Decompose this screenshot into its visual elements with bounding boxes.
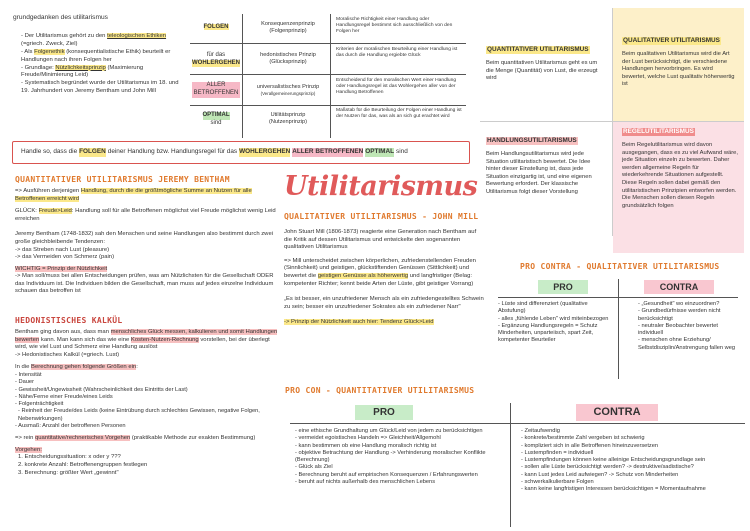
bentham-p5: -> Man soll/muss bei allen Entscheidungen prüfen, was am Nützlichsten für die Gesellschaft ODER das Individuum ist. Die Individuen bilden die Gesellschaft, man muss auf jedes einzelne Individuum schauen das betroffen ist [15,273,274,295]
kalkuel-p1b: -> Hedonistisches Kalkül (=griech. Lust) [15,351,120,358]
qual-procon-heading: PRO CONTRA - QUALITATIVER UTILITARISMUS [520,262,720,271]
list-item: - Lustempfinden = individuell [521,449,594,456]
principle-desc: Kriterien der moralischen Beurteilung einer Handlung ist das durch die Handlung ergiebte Glück [336,47,458,59]
list-item: - Nähe/Ferne einer Freude/eines Leids [15,393,113,400]
principle-desc: Maßstab für die Beurteilung der Folgen einer Handlung ist der Nutzen für das, was als an sich gut erachtet wird [336,108,462,120]
list-item: - Zeitaufwendig [521,428,560,434]
list-item: - kann Lust jedes Leid aufwiegen? -> Schutz von Minderheiten [521,471,679,478]
mill-p1: John Stuart Mill (1806-1873) reagierte eine Generation nach Bentham auf die Kritik auf dessen Utilitarismus und entwickelte den sogenannten qualitativen Utilitarismus [284,229,477,251]
list-item: - menschen ohne Erziehung/ Selbstdisziplin/Anstrengung fallen weg [638,337,736,351]
bentham-p4: WICHTIG = Prinzip der Nützlichkeit [15,265,108,272]
list-item: - neutraler Beobachter bewertet individuell [638,322,718,337]
bentham-heading: QUANTITATIVER UTILITARISMUS JEREMY BENTHAM [15,175,230,184]
list-item: - Systematisch begründet wurde der Utilitarismus im 18. und 19. Jahrhundert von Jeremy Bentham und John Mill [21,80,179,94]
list-item: 1. Entscheidungssituation: x oder y ??? [18,454,121,461]
bentham-p3b: -> das Vermeiden von Schmerz (pain) [15,254,115,261]
list-item: - beruht auf nichts außerhalb des menschlichen Lebens [295,479,436,486]
quadrant-qualitative: QUALITATIVER UTILITARISMUS Beim qualitativen Utilitarismus wird die Art der Lust berücksichtigt, die verschiedene Handlungen hervorbringen. Es wird bewertet, welche Lust qualitativ höherwertig ist [622,37,735,88]
list-item: - sollen alle Lüste berücksichtigt werden? -> destruktive/sadistische? [521,464,694,471]
list-item: - alles „fühlende Leben" wird miteinbezogen [498,315,609,322]
qual-contra-list [638,301,740,352]
list-item: - Grundbedürfnisse werden nicht berücksichtigt [638,308,721,322]
principle-name: hedonistisches Prinzip (Glücksprinzip) [260,52,316,65]
qual-pro-list [498,301,616,345]
list-item: - Grundlage: Nützlichkeitsprinzip (Maximierung Freude/Minimierung Leid) [21,64,144,79]
list-item: - Folgenträchtigkeit [15,401,64,408]
kalkuel-p2: In die Berechnung gehen folgende Größen ein: [15,364,138,371]
kalkuel-steps [15,454,280,477]
list-item: - Als Folgenethik (konsequentialistische Ethik) beurteilt er Handlungen nach ihren Folgen her [21,49,171,63]
list-item: - schwerkalkulierbare Folgen [521,479,594,486]
list-item: - Ausmaß: Anzahl der betroffenen Personen [15,423,126,430]
mill-p2: => Mill unterscheidet zwischen körperlichen, zufriedenstellenden Freuden (Sinnlichkeit) und geistigen, glückstiftenden Genüssen (Sittlichkeit) und bewertet die geistigen Genüsse als höherwertig und langfristiger (Belag: kompetenter Richter; kennt beide Arten der Lüste, gibt geistiger Vorrang) [284,257,476,287]
quant-pro-list [295,428,505,486]
list-item: - Ergänzung Handlungsregeln = Schutz Minderheiten, unparteiisch, spart Zeit, kompetenter Beurteiler [498,322,598,344]
quant-procon [285,386,747,528]
rule-box: Handle so, dass die FOLGEN deiner Handlung bzw. Handlungsregel für das WOHLERGEHEN ALLER BETROFFENEN OPTIMAL sind [12,141,470,164]
principle-label-optimal: OPTIMAL sind [202,112,230,126]
bentham-section [15,175,280,296]
qual-contra-label: CONTRA [644,280,714,294]
quant-pro-label: PRO [355,405,413,420]
principle-desc: Moralische Richtigkeit einer Handlung oder Handlungsregel bestimmt sich ausschließlich von den Folgen her [336,17,453,35]
list-item: - Glück als Ziel [295,464,333,471]
kalkuel-vorgehen: Vorgehen: [15,446,42,453]
list-item: - objektive Betrachtung der Handlung -> Verhinderung moralischer Konflikte (Berechnung) [295,449,486,464]
mill-section [284,212,484,327]
list-item: - Dauer [15,379,34,386]
main-title: Utilitarismus [284,171,478,202]
list-item: - Berechnung beruht auf empirischen Konsequenzen / Erfahrungswerten [295,471,478,478]
kalkuel-p1: Bentham ging davon aus, dass man menschliches Glück messen, kalkulieren und somit Handlungen bewerten kann. Man kann sich das wie eine Kosten-Nutzen-Rechnung vorstellen, bei der überlegt wird, wie viel Lust und Schmerz eine Handlung auslöst [15,329,278,351]
list-item: - Gewissheit/Ungewissheit (Wahrscheinlichkeit des Eintritts der Last) [15,386,188,393]
quant-contra-list [521,428,743,494]
list-item: 2. konkrete Anzahl: Betroffenengruppen festlegen [18,461,148,468]
principle-desc: Entscheidend für den moralischen Wert einer Handlung oder Handlungsregel ist das Wohlergehen aller von der Handlung Betroffenen [336,78,457,96]
bentham-p3: Jeremy Bentham (1748-1832) sah den Menschen und seine Handlungen also bestimmt durch zwei große gleichbleibende Tendenzen: [15,231,274,245]
quadrant-handlung: HANDLUNGSUTILITARISMUS Beim Handlungsutilitarismus wird jede Situation utilitaristisch bewertet. Die Idee hinter dieser Einstellung ist, dass jede Situation einzigartig ist, und eine eigenen Bewertung erfordert. Der klassische Utilitarismus folgt dieser Vorstellung [486,137,592,195]
grundgedanken-list [13,33,183,95]
list-item: - Intensität [15,371,42,378]
grundgedanken-section [13,14,183,96]
kalkuel-section [15,316,280,477]
list-item: 3. Berechnung: größter Wert „gewinnt" [18,469,119,476]
principle-label-folgen: FOLGEN [203,24,229,30]
principle-label-aller: ALLER BETROFFENEN [193,82,239,96]
mill-quote: „Es ist besser, ein unzufriedener Mensch als ein zufriedengestelltes Schwein zu sein; besser ein unzufriedener Sokrates als ein zufriedener Narr" [284,296,484,310]
kalkuel-items [15,372,280,430]
mill-heading: QUALITATIVER UTILITARISMUS - JOHN MILL [284,212,479,221]
principle-name: universalistisches Prinzip (Verallgemeinerungsprinzip) [256,84,320,96]
principles-table [190,14,466,138]
list-item: - Lustempfindungen können keine alleinige Entscheidungsgrundlage sein [521,457,706,464]
list-item: - Reinheit der Freude/des Leids (keine Eintrübung durch schlechtes Gewissen, negative Folgen, Nebenwirkungen) [18,408,260,422]
list-item: - Der Utilitarismus gehört zu den teleologischen Ethiken (=griech. Zweck, Ziel) [21,33,167,48]
principle-name: Utilitätsprinzip (Nutzenprinzip) [269,112,307,125]
kalkuel-p3: => rein quantitative/rechnerisches Vorgehen (praktikable Methode zur exakten Bestimmung) [15,435,256,442]
grundgedanken-title: grundgedanken des utilitarismus [13,14,108,21]
list-item: - kann keine langfristigen Interessen berücksichtigen = Momentaufnahme [521,486,706,493]
principle-name: Konsequenzenprinzip (Folgenprinzip) [261,21,315,34]
list-item: - konkrete/bestimmte Zahl vergeben ist schwierig [521,435,645,442]
list-item: - eine ethische Grundhaltung um Glück/Leid von jedem zu berücksichtigen [295,428,483,434]
qual-procon [494,262,744,380]
quadrants [480,8,744,253]
list-item: - kompliziert sich in alle Betroffenen hineinzuversetzen [521,442,659,449]
bentham-p1: => Ausführen derjenigen Handlung, durch die die größtmögliche Summe an Nutzen für alle Betroffenen erreicht wird [15,188,252,202]
list-item: - kann bestimmen ob eine Handlung moralisch richtig ist [295,442,437,449]
bentham-p3a: -> das Streben nach Lust (pleasure) [15,246,110,253]
list-item: - „Gesundheit" wo einzuordnen? [638,301,720,307]
quant-procon-heading: PRO CON - QUANTITATIVER UTILITARISMUS [285,386,475,395]
list-item: - Lüste sind differenziert (qualitative Abstufung) [498,301,588,315]
quadrant-regel: REGELUTILITARISMUS Beim Regelutilitarismus wird davon ausgegangen, dass es zu viel Aufwand wäre, jede Situation einzeln zu bewerten. Daher werden allgemeine Regeln für wiederkehrende Situationen aufgestellt. Diese Regeln sollen dabei gemäß den utilitaristischen Prinzipien entworfen werden. Die Menschen sollen diesen Regeln grundsätzlich folgen [622,128,739,209]
qual-pro-label: PRO [538,280,588,294]
kalkuel-heading: HEDONISTISCHES KALKÜL [15,316,123,325]
mill-p3: -> Prinzip der Nützlichkeit auch hier: Tendenz Glück>Leid [284,319,434,326]
bentham-p2: GLÜCK: Freude>Leid: Handlung soll für alle Betroffenen möglichst viel Freude möglichst wenig Leid erreichen [15,208,276,222]
quadrant-quantitative: QUANTITATIVER UTILITARISMUS Beim quantitativen Utilitarismus geht es um die Menge (Quantität) von Lust, die erzeugt wird [486,46,598,82]
list-item: - vermeidet egoistisches Handeln => Gleichheit/Allgemohl [295,435,441,442]
quant-contra-label: CONTRA [576,404,658,421]
principle-label-wohlergehen: für das WOHLERGEHEN [192,52,240,66]
